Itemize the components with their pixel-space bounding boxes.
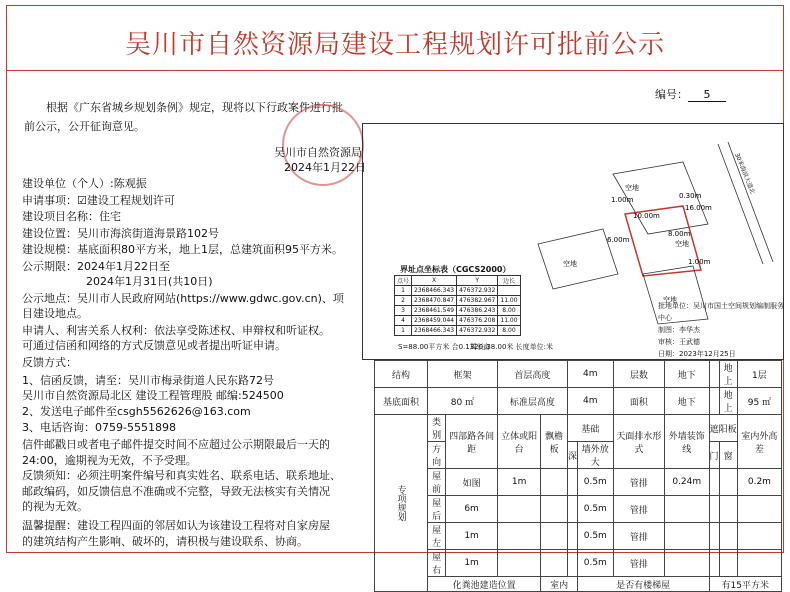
spec-cell	[541, 469, 567, 496]
dim-1: 1.00m	[611, 196, 634, 204]
spec-cell: 管排	[613, 550, 664, 577]
spec-cell: 方向	[428, 442, 446, 469]
plan-note: 日期：2023年12月25日	[658, 350, 736, 358]
plan-label-3: 空地	[663, 296, 677, 304]
spec-cell	[719, 469, 737, 496]
dim-7: 1.00m	[688, 258, 711, 266]
spec-cell	[541, 550, 567, 577]
info-line: 温馨提醒：建设工程四面的邻居如认为该建设工程将对自家房屋	[22, 519, 330, 532]
spec-cell: 是否有楼梯屋	[577, 577, 709, 592]
info-line: 可通过信函和网络的方式反馈意见或者提出听证申请。	[22, 339, 286, 352]
page-title: 吴川市自然资源局建设工程规划许可批前公示	[124, 30, 665, 60]
point-cell: 2368466.343	[412, 326, 457, 336]
point-cell: 2368466.343	[412, 286, 457, 296]
title-divider	[6, 70, 784, 71]
info-line: 建设项目名称：住宅	[22, 210, 121, 223]
spec-cell: 0.5m	[577, 523, 613, 550]
spec-cell: 外墙装饰线	[664, 415, 709, 469]
info-line: 邮政编码，如反馈信息不准确或不完整，导致无法核实有关情况	[22, 485, 330, 498]
info-line: 3、电话咨询：0759-5551898	[22, 421, 176, 434]
spec-cell: 0.2m	[737, 469, 781, 496]
point-cell: 1	[395, 286, 412, 296]
spec-cell	[719, 496, 737, 523]
point-cell: 8.00	[498, 326, 520, 336]
plan-label-1: 空地	[625, 184, 639, 192]
point-table	[394, 275, 521, 336]
info-line: 吴川市自然资源局北区 建设工程管理股 邮编:524500	[22, 389, 284, 402]
point-cell: 11.00	[498, 316, 520, 326]
dim-4: 10.00m	[633, 212, 660, 220]
spec-cell: 窗	[719, 442, 737, 469]
spec-cell: 0.5m	[577, 496, 613, 523]
info-line: 2、发送电子邮件至csgh5562626@163.com	[22, 405, 251, 418]
spec-cell: 框架	[428, 361, 498, 388]
spec-cell: 95 ㎡	[737, 388, 781, 415]
spec-cell: 地下	[664, 361, 709, 388]
spec-cell: 0.24m	[664, 469, 709, 496]
spec-cell: 门	[709, 442, 719, 469]
point-cell: 1	[395, 326, 412, 336]
point-table-title: 界址点坐标表（CGCS2000）	[400, 265, 511, 274]
info-line: 建设单位（个人）:陈观振	[22, 177, 147, 190]
point-cell: 3	[395, 306, 412, 316]
area-note: S=88.00平方米 合0.1320亩	[398, 343, 491, 351]
spec-cell: 深	[567, 442, 577, 469]
spec-cell: 1m	[446, 523, 498, 550]
dim-5: 8.00m	[668, 230, 691, 238]
spec-cell: 基底面积	[375, 388, 428, 415]
spec-cell	[541, 523, 567, 550]
info-line: 申请事项：☑建设工程规划许可	[22, 194, 175, 207]
plan-note: 审核：王武德	[658, 338, 700, 346]
spec-cell: 屋左	[428, 523, 446, 550]
spec-cell: 屋右	[428, 550, 446, 577]
spec-cell: 结构	[375, 361, 428, 388]
spec-cell	[497, 496, 540, 523]
spec-cell: 面积	[613, 388, 664, 415]
point-cell	[498, 286, 520, 296]
perimeter-note: 周长:38.00米 长度单位:米	[470, 343, 553, 351]
info-line: 1、信函反馈，请至：吴川市梅录街道人民东路72号	[22, 374, 274, 387]
spec-cell: 化粪池建造位置	[428, 577, 541, 592]
spec-cell: 立体或阳台	[497, 415, 540, 469]
spec-cell	[719, 550, 737, 577]
point-cell: 476376.208	[457, 316, 498, 326]
spec-cell: 1m	[446, 550, 498, 577]
spec-table	[374, 360, 782, 592]
spec-cell	[567, 550, 577, 577]
spec-cell: 如图	[446, 469, 498, 496]
spec-cell: 室内	[541, 577, 578, 592]
spec-cell	[709, 523, 719, 550]
spec-cell: 屋前	[428, 469, 446, 496]
spec-cell: 4m	[567, 388, 613, 415]
spec-cell: 类别	[428, 415, 446, 442]
notice-number	[655, 86, 726, 102]
info-line: 申请人、利害关系人权利：依法享受陈述权、申辩权和听证权。	[22, 324, 330, 337]
point-cell: 476382.967	[457, 296, 498, 306]
number-label: 编号：	[655, 88, 688, 101]
info-line: 公示地点：吴川市人民政府网站(https://www.gdwc.gov.cn)、项	[22, 292, 344, 305]
spec-cell	[709, 388, 719, 415]
spec-cell	[567, 523, 577, 550]
plan-note: 批地单位：吴川市国土空间规划编制服务中心	[658, 302, 784, 322]
spec-cell	[737, 523, 781, 550]
spec-cell: 1m	[497, 469, 540, 496]
spec-cell	[709, 550, 719, 577]
point-cell: 11.00	[498, 296, 520, 306]
spec-cell: 标准层高度	[497, 388, 567, 415]
spec-cell	[719, 523, 737, 550]
plan-label-2: 空地	[563, 260, 577, 268]
spec-cell: 四部路各间距	[446, 415, 498, 469]
spec-cell	[567, 496, 577, 523]
point-header: X	[412, 276, 457, 286]
point-header: 边长	[498, 276, 520, 286]
spec-cell: 天面排水形式	[613, 415, 664, 469]
dim-3: 16.00m	[685, 204, 712, 212]
dim-6: 6.00m	[607, 236, 630, 244]
issue-date: 2024年1月22日	[284, 161, 366, 174]
info-line: 目建设地点。	[22, 307, 88, 320]
spec-cell: 层数	[613, 361, 664, 388]
spec-cell	[567, 469, 577, 496]
info-line: 信件邮戳日或者电子邮件提交时间不应超过公示期限最后一天的	[22, 438, 330, 451]
plan-note: 制图：李华杰	[658, 326, 700, 334]
info-line: 的视为无效。	[22, 500, 88, 513]
spec-cell	[737, 496, 781, 523]
info-line: 的建筑结构产生影响、破坏的，请积极与建设联系、协商。	[22, 535, 308, 548]
spec-cell	[664, 496, 709, 523]
road-line-2	[728, 142, 773, 262]
point-cell: 4	[395, 316, 412, 326]
spec-cell: 地上	[719, 361, 737, 388]
spec-cell: 遮阳板	[709, 415, 737, 442]
info-line: 反馈方式：	[22, 356, 77, 369]
spec-cell: 基础	[567, 415, 613, 442]
spec-cell: 地下	[664, 388, 709, 415]
intro-paragraph: 根据《广东省城乡规划条例》规定，现将以下行政案件进行批前公示，公开征询意见。	[24, 101, 343, 133]
info-line: 反馈须知：必须注明案件编号和真实姓名、联系电话、联系地址、	[22, 469, 341, 482]
spec-cell: 管排	[613, 523, 664, 550]
spec-cell: 屋后	[428, 496, 446, 523]
spec-cell	[709, 469, 719, 496]
point-header: Y	[457, 276, 498, 286]
info-line: 建设规模：基底面积80平方米，地上1层，总建筑面积95平方米。	[22, 243, 343, 256]
spec-cell	[664, 550, 709, 577]
point-cell: 2	[395, 296, 412, 306]
spec-cell	[541, 496, 567, 523]
spec-cell	[709, 361, 719, 388]
spec-cell: 室内外高差	[737, 415, 781, 469]
spec-cell	[737, 550, 781, 577]
point-cell: 2368470.847	[412, 296, 457, 306]
point-cell: 476386.243	[457, 306, 498, 316]
spec-cell: 80 ㎡	[428, 388, 498, 415]
spec-cell: 0.5m	[577, 469, 613, 496]
spec-cell: 0.5m	[577, 550, 613, 577]
info-line: 建设位置：吴川市海滨街道海景路102号	[22, 227, 219, 240]
info-line: 24:00，逾期视为无效，不予受理。	[22, 454, 197, 467]
spec-cell: 管排	[613, 469, 664, 496]
spec-cell	[664, 523, 709, 550]
plot-neighbor-2	[538, 229, 618, 289]
spec-cell: 6m	[446, 496, 498, 523]
point-cell: 8.00	[498, 306, 520, 316]
spec-cell: 首层高度	[497, 361, 567, 388]
spec-cell: 1层	[737, 361, 781, 388]
number-value: 5	[688, 88, 726, 102]
spec-cell: 有15平方米	[709, 577, 781, 592]
issuer: 吴川市自然资源局	[274, 146, 362, 159]
spec-cell: 地上	[719, 388, 737, 415]
plan-label-4: 空地	[675, 240, 689, 248]
point-cell: 476372.932	[457, 286, 498, 296]
point-cell: 476372.932	[457, 326, 498, 336]
spec-cell: 专项规划	[375, 415, 428, 592]
spec-cell	[709, 496, 719, 523]
info-line: 公示期限：2024年1月22日至	[22, 260, 170, 273]
spec-cell: 4m	[567, 361, 613, 388]
plan-notes	[658, 300, 790, 360]
point-cell: 2368459.044	[412, 316, 457, 326]
spec-cell	[497, 523, 540, 550]
spec-cell: 管排	[613, 496, 664, 523]
info-line: 2024年1月31日(共10日)	[86, 275, 213, 288]
spec-cell: 飘檐板	[541, 415, 567, 469]
road-label: 30米海滨大道北	[733, 152, 756, 196]
spec-cell	[497, 550, 540, 577]
spec-cell: 墙外放大	[577, 442, 613, 469]
point-cell: 2368461.549	[412, 306, 457, 316]
dim-2: 0.30m	[679, 192, 702, 200]
point-header: 点号	[395, 276, 412, 286]
